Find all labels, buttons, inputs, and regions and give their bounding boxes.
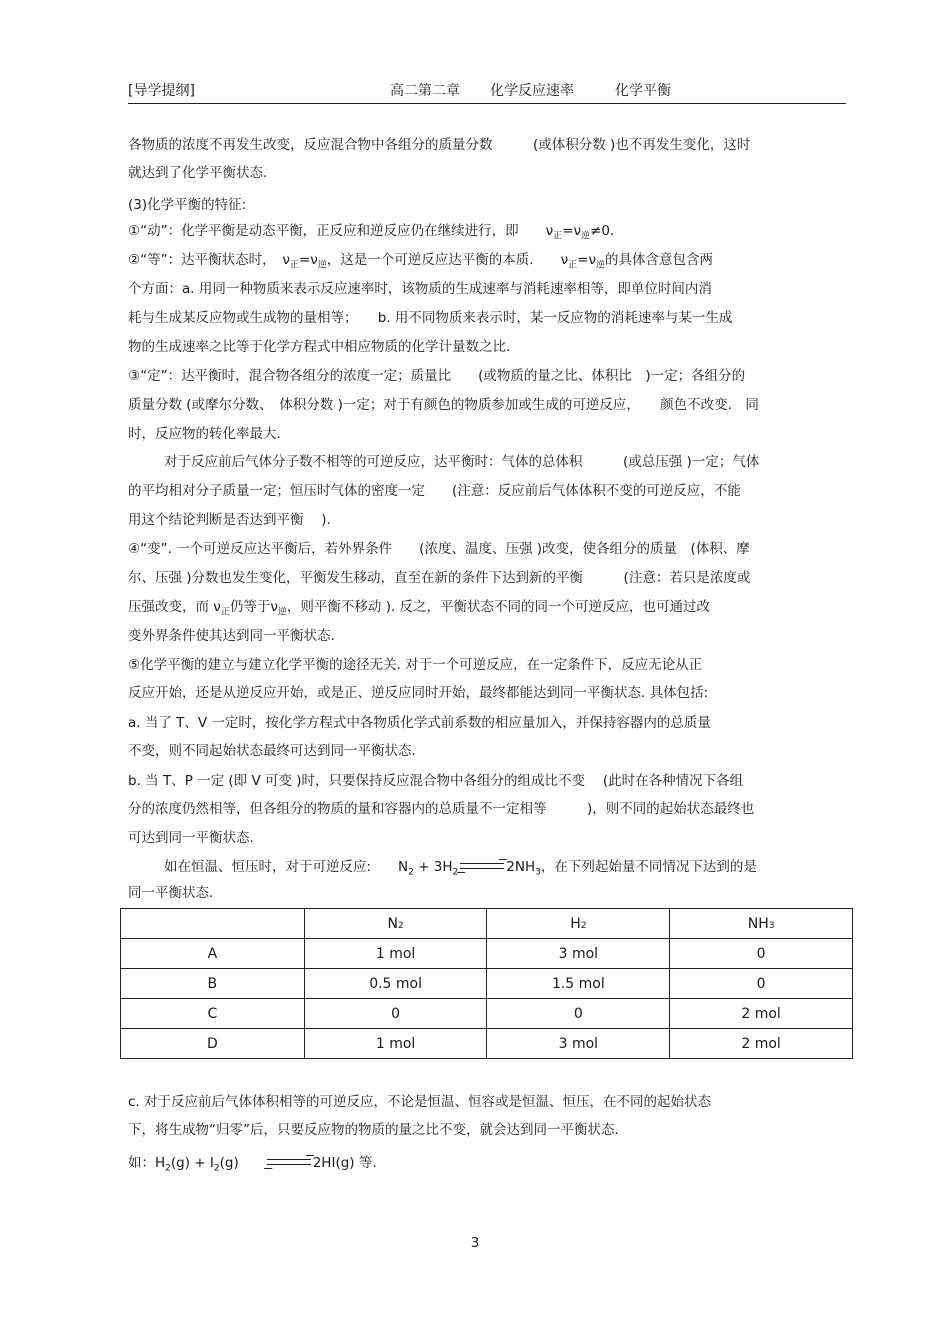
para-line: 用这个结论判断是否达到平衡 ).: [128, 512, 331, 528]
table-cell: A: [121, 939, 305, 969]
table-cell: 1 mol: [304, 1029, 487, 1059]
table-cell: B: [121, 969, 305, 999]
table-cell: 3 mol: [487, 1029, 670, 1059]
feature-equal: ②“等”：达平衡状态时， $\nu_正=\nu_逆$，这是一个可逆反应达平衡的本质. $\nu_正=\nu_逆$的具体含意包含两: [128, 252, 714, 271]
para-line: 反应开始，还是从逆反应开始，或是正、逆反应同时开始，最终都能达到同一平衡状态. 具体包括:: [128, 685, 709, 701]
para-line: 可达到同一平衡状态.: [128, 830, 254, 846]
initial-amounts-table: [120, 908, 853, 1059]
header-topic: 化学反应速率: [490, 83, 574, 99]
header-left: [导学提纲]: [128, 83, 195, 99]
table-cell: 2 mol: [670, 1029, 853, 1059]
section-heading: (3)化学平衡的特征:: [128, 197, 247, 213]
para-line: 时，反应物的转化率最大.: [128, 426, 281, 442]
table-header-row: [121, 909, 853, 939]
table-cell: 0: [670, 969, 853, 999]
para-line: 分的浓度仍然相等，但各组分的物质的量和容器内的总质量不一定相等 )，则不同的起始状态最终也: [128, 801, 755, 817]
reaction-line: 如在恒温、恒压时，对于可逆反应: $N_2 + 3H_2$ $2NH_3$，在下列起始量不同情况下达到的是: [164, 859, 757, 878]
para-line: 尔、压强 )分数也发生变化，平衡发生移动，直至在新的条件下达到新的平衡 (注意：若只是浓度或: [128, 570, 751, 586]
para-line: 个方面：a. 用同一种物质来表示反应速率时，该物质的生成速率与消耗速率相等，即单位时间内消: [128, 281, 712, 297]
para-line: 耗与生成某反应物或生成物的量相等； b. 用不同物质来表示时，某一反应物的消耗速率与某一生成: [128, 310, 733, 326]
table-cell: C: [121, 999, 305, 1029]
equilibrium-arrow-icon: [267, 1155, 311, 1169]
table-cell: 1 mol: [304, 939, 487, 969]
para-line: 就达到了化学平衡状态.: [128, 165, 268, 181]
feature-dynamic: ①“动”：化学平衡是动态平衡，正反应和逆反应仍在继续进行，即 $\nu_正=\nu_逆\ne 0$.: [128, 223, 615, 242]
para-line: 物的生成速率之比等于化学方程式中相应物质的化学计量数之比.: [128, 339, 511, 355]
feature-path-independence: ⑤化学平衡的建立与建立化学平衡的途径无关. 对于一个可逆反应，在一定条件下，反应无论从正: [128, 657, 703, 673]
table-header-cell: [121, 909, 305, 939]
case-a: a. 当了 T、V 一定时，按化学方程式中各物质化学式前系数的相应量加入，并保持容器内的总质量: [128, 715, 711, 731]
table-header-cell: H2: [487, 909, 670, 939]
para-line: 下，将生成物“归零”后，只要反应物的物质的量之比不变，就会达到同一平衡状态.: [128, 1122, 619, 1138]
case-b: b. 当 T、P 一定 (即 V 可变 )时，只要保持反应混合物中各组分的组成比不变 (此时在各种情况下各组: [128, 773, 744, 789]
para-line: 同一平衡状态.: [128, 885, 214, 901]
table-row: [121, 999, 853, 1029]
case-c: c. 对于反应前后气体体积相等的可逆反应，不论是恒温、恒容或是恒温、恒压，在不同的起始状态: [128, 1094, 712, 1110]
para-line: 的平均相对分子质量一定；恒压时气体的密度一定 (注意：反应前后气体体积不变的可逆反应，不能: [128, 483, 741, 499]
table-cell: D: [121, 1029, 305, 1059]
para-line: 压强改变，而 $\nu_正$仍等于$\nu_逆$，则平衡不移动 ). 反之，平衡状态不同的同一个可逆反应，也可通过改: [128, 599, 711, 618]
header-topic-2: 化学平衡: [615, 83, 671, 99]
feature-change: ④“变”. 一个可逆反应达平衡后，若外界条件 (浓度、温度、压强 )改变，使各组分的质量 (体积、摩: [128, 541, 750, 557]
table-cell: 0.5 mol: [304, 969, 487, 999]
example-line: 如：$H_2(g) + I_2(g)$ 2HI(g) 等.: [128, 1155, 377, 1174]
table-row: [121, 939, 853, 969]
para-line: 不变，则不同起始状态最终可达到同一平衡状态.: [128, 743, 416, 759]
table-cell: 3 mol: [487, 939, 670, 969]
page-number: 3: [470, 1235, 480, 1251]
table-row: [121, 969, 853, 999]
header-chapter: 高二第二章: [390, 83, 460, 99]
table-row: [121, 1029, 853, 1059]
table-header-cell: N2: [304, 909, 487, 939]
para-line: 各物质的浓度不再发生改变，反应混合物中各组分的质量分数 (或体积分数 )也不再发生变化，这时: [128, 137, 751, 153]
para-line: 对于反应前后气体分子数不相等的可逆反应，达平衡时：气体的总体积 (或总压强 )一定；气体: [164, 454, 760, 470]
header-rule: [128, 103, 846, 104]
table-cell: 2 mol: [670, 999, 853, 1029]
para-line: 变外界条件使其达到同一平衡状态.: [128, 628, 335, 644]
equilibrium-arrow-icon: [460, 859, 504, 873]
table-header-cell: NH3: [670, 909, 853, 939]
feature-fixed: ③“定”：达平衡时，混合物各组分的浓度一定；质量比 (或物质的量之比、体积比 )一定；各组分的: [128, 368, 746, 384]
table-cell: 0: [487, 999, 670, 1029]
table-cell: 0: [670, 939, 853, 969]
table-cell: 0: [304, 999, 487, 1029]
table-cell: 1.5 mol: [487, 969, 670, 999]
para-line: 质量分数 (或摩尔分数、 体积分数 )一定；对于有颜色的物质参加或生成的可逆反应， 颜色不改变. 同: [128, 397, 759, 413]
